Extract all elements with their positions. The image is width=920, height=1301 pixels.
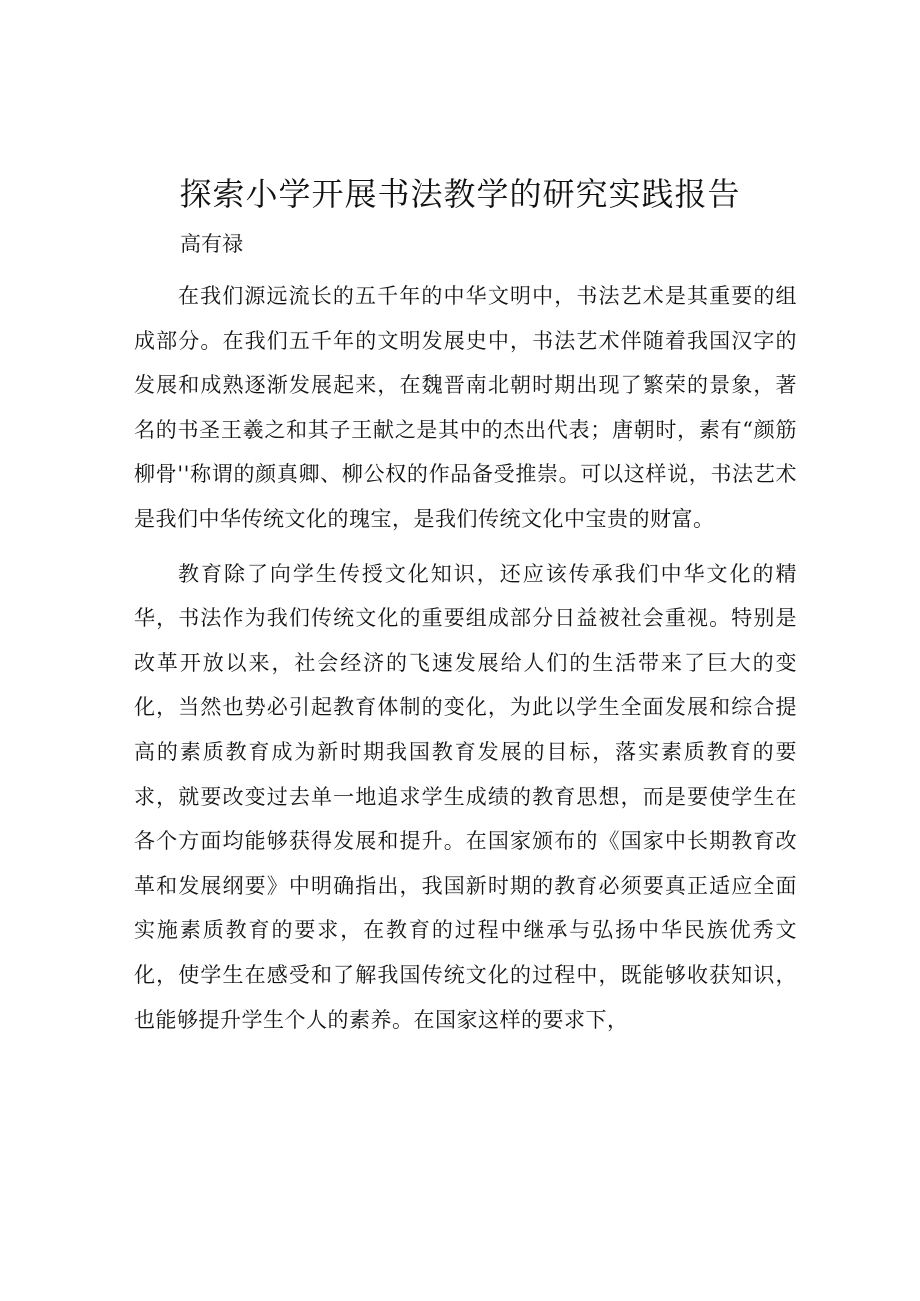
paragraph-1: 在我们源远流长的五千年的中华文明中，书法艺术是其重要的组成部分。在我们五千年的文明发展史中，书法艺术伴随着我国汉字的发展和成熟逐渐发展起来，在魏晋南北朝时期出现了繁荣的景象，著名的书圣王羲之和其子王献之是其中的杰出代表；唐朝时，素有“颜筋柳骨''称谓的颜真卿、柳公权的作品备受推崇。可以这样说，书法艺术是我们中华传统文化的瑰宝，是我们传统文化中宝贵的财富。 (134, 284, 797, 531)
paragraph-2: 教育除了向学生传授文化知识，还应该传承我们中华文化的精华，书法作为我们传统文化的重要组成部分日益被社会重视。特别是改革开放以来，社会经济的飞速发展给人们的生活带来了巨大的变化，当然也势必引起教育体制的变化，为此以学生全面发展和综合提高的素质教育成为新时期我国教育发展的目标，落实素质教育的要求，就要改变过去单一地追求学生成绩的教育思想，而是要使学生在各个方面均能够获得发展和提升。在国家颁布的《国家中长期教育改革和发展纲要》中明确指出，我国新时期的教育必须要真正适应全面实施素质教育的要求，在教育的过程中继承与弘扬中华民族优秀文化，使学生在感受和了解我国传统文化的过程中，既能够收获知识，也能够提升学生个人的素养。在国家这样的要求下， (134, 561, 797, 1032)
document-body (134, 274, 797, 1042)
author-name: 高有禄 (180, 232, 243, 256)
document-title: 探索小学开展书法教学的研究实践报告 (179, 175, 741, 213)
